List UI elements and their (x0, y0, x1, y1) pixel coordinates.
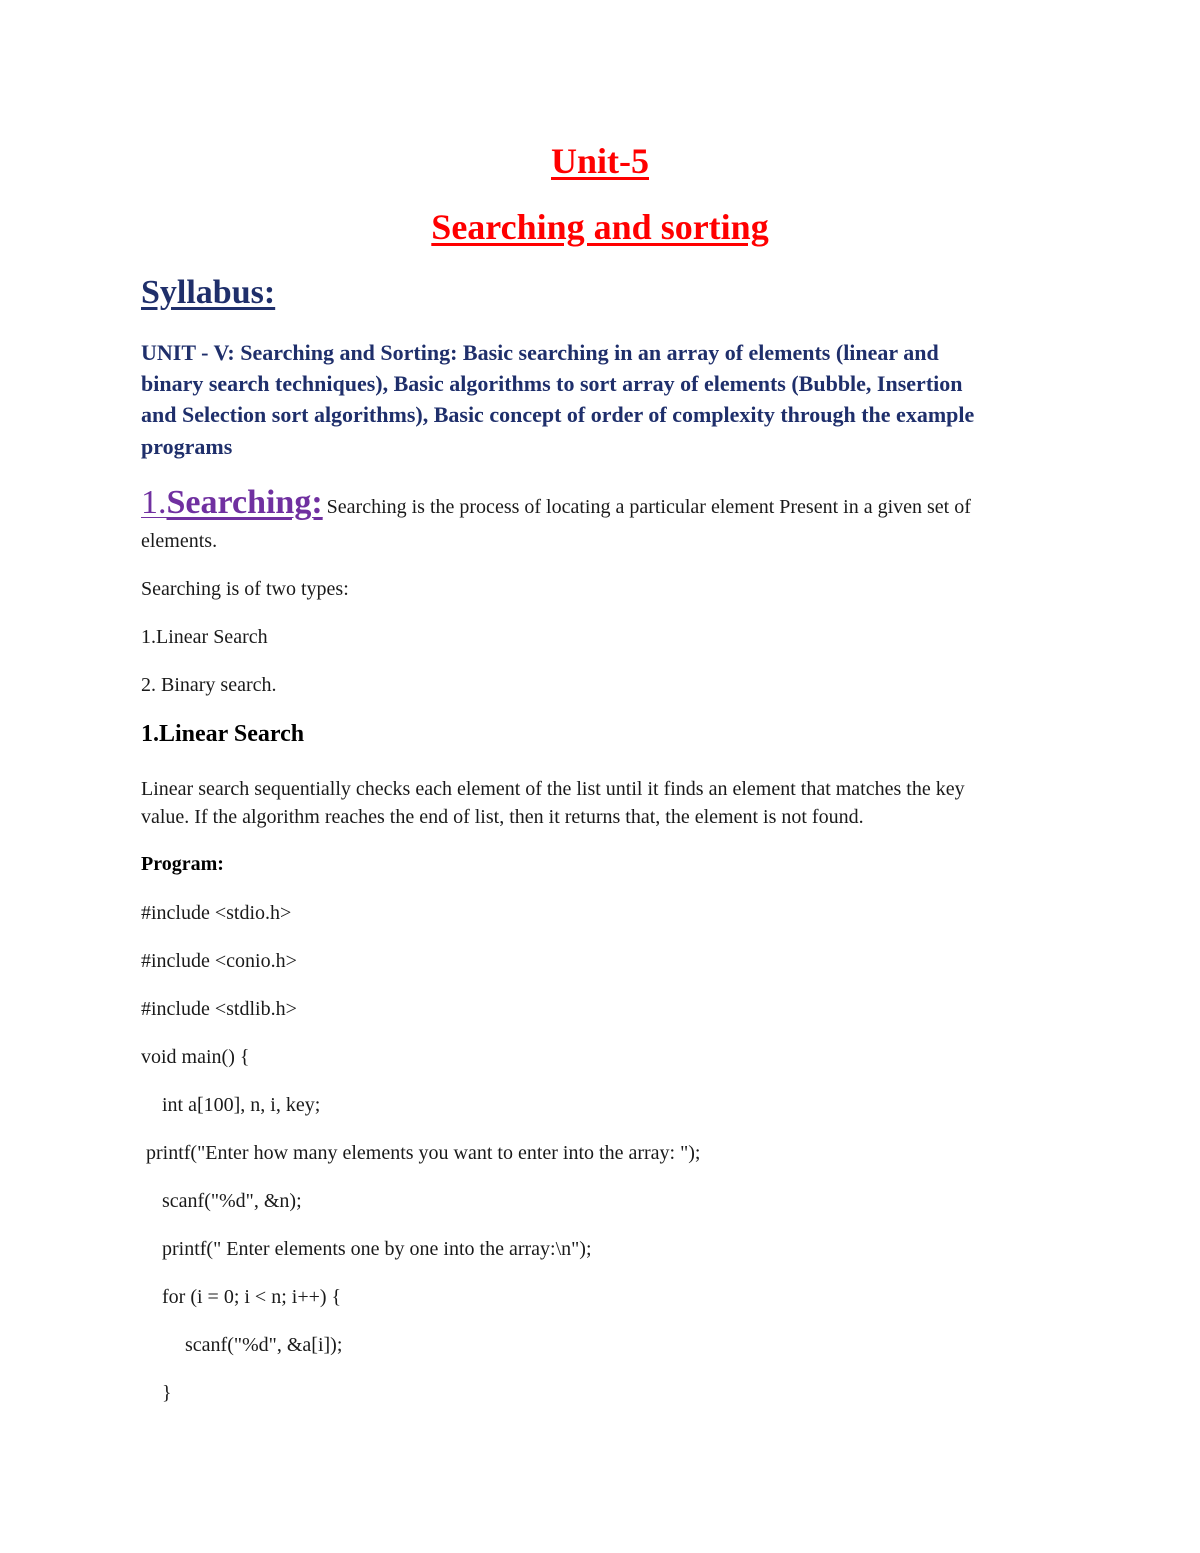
code-line-4: void main() { (141, 1046, 250, 1068)
searching-intro-second: elements. (141, 530, 218, 552)
searching-heading-wrap (141, 484, 323, 521)
code-line-10: scanf("%d", &a[i]); (185, 1334, 343, 1356)
syllabus-line-2: binary search techniques), Basic algorithms to sort array of elements (Bubble, Insertion (141, 371, 963, 396)
unit-title: Unit-5 (551, 141, 649, 181)
linear-search-heading: 1.Linear Search (141, 721, 305, 747)
searching-type-1: 1.Linear Search (141, 626, 268, 648)
searching-intro-first: Searching is the process of locating a particular element Present in a given set of (326, 496, 971, 518)
linear-search-desc-1: Linear search sequentially checks each element of the list until it finds an element that matches the key (141, 778, 965, 800)
code-line-9: for (i = 0; i < n; i++) { (162, 1286, 342, 1308)
code-line-11: } (162, 1382, 172, 1404)
code-line-3: #include <stdlib.h> (141, 998, 297, 1020)
syllabus-line-4: programs (141, 434, 233, 459)
code-line-2: #include <conio.h> (141, 950, 297, 972)
searching-section-row (141, 484, 971, 522)
syllabus-heading: Syllabus: (141, 274, 276, 311)
code-line-5: int a[100], n, i, key; (162, 1094, 321, 1116)
program-label: Program: (141, 853, 224, 875)
linear-search-desc-2: value. If the algorithm reaches the end of list, then it returns that, the element is not found. (141, 806, 864, 828)
unit-subtitle: Searching and sorting (431, 207, 769, 247)
searching-number: 1. (141, 484, 167, 521)
syllabus-line-1: UNIT - V: Searching and Sorting: Basic searching in an array of elements (linear and (141, 340, 939, 365)
syllabus-line-3: and Selection sort algorithms), Basic concept of order of complexity through the example (141, 402, 975, 427)
code-line-8: printf(" Enter elements one by one into the array:\n"); (162, 1238, 592, 1260)
searching-type-2: 2. Binary search. (141, 674, 277, 696)
code-line-7: scanf("%d", &n); (162, 1190, 302, 1212)
searching-heading: Searching: (166, 484, 323, 521)
code-line-1: #include <stdio.h> (141, 902, 292, 924)
searching-types-label: Searching is of two types: (141, 578, 349, 600)
code-line-6: printf("Enter how many elements you want to enter into the array: "); (146, 1142, 701, 1164)
